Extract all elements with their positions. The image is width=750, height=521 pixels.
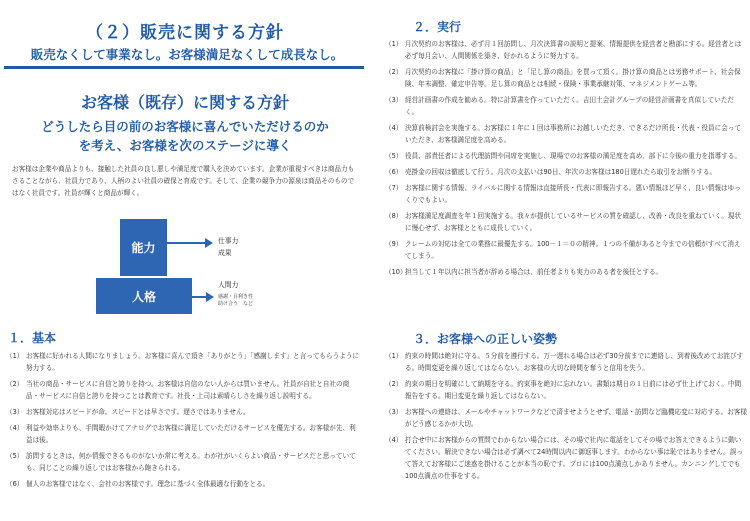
basic-list <box>6 350 362 494</box>
execution-list <box>385 38 747 282</box>
character-detail-1: 人間力 <box>218 281 239 289</box>
list-item: （3） お客様への連絡は、メールやチャットワークなどで済ませようとせず、電話・訪問など臨機応変に対応する。お客様がどう感じるかが大切。 <box>385 408 748 428</box>
intro-paragraph: お客様は企業や商品よりも、接触した社員の良し悪しや満足度で購入を決めています。企業が重視すべきは商品力もさることながら、社員力であり、人柄のよい社員の確保と育成です。そして、企業の競争力の源泉は商品そのものではなく社員です。社員が輝くと商品が輝く。 <box>12 165 355 197</box>
list-item: （3） 経営計画書の作成を勧める。特に計算書を作っていただく。吉田土会計グループの経営計画書を真似していただく。 <box>385 96 735 116</box>
ability-box <box>120 219 167 276</box>
ability-detail-1: 仕事力 <box>218 237 239 245</box>
arrow-right-icon <box>192 296 208 298</box>
list-item: （6） 個人のお客様ではなく、会社のお客様です。理念に基づく全体最適な行動をとる。 <box>6 480 270 488</box>
customer-policy-subheading-1: どうしたら目の前のお客様に喜んでいただけるのか <box>41 119 329 134</box>
character-detail-3: 助け合う など <box>218 301 254 307</box>
list-item: （2） 月次契約のお客様に「掛け算の商品」と「足し算の商品」を買って頂く。掛け算の商品とは労務サポート、社会保険、年末調整、確定申告等。足し算の商品とは相続・保険・事業承継対策、マネジメントゲーム等。 <box>385 68 741 88</box>
list-item: （4） 決算前検討会を実施する。お客様に１年に１回は事務所にお越しいただき、できるだけ所長・代表・役員に会っていただき、お客様満足度を高める。 <box>385 124 742 144</box>
character-label: 人格 <box>131 289 156 304</box>
list-item: （2） 約束の期日を明確にして納期を守る。約束事を絶対に忘れない。書類は期日の１日前には必ず仕上げておく。中間報告をする。期日変更を繰り返してはならない。 <box>385 380 742 400</box>
sales-policy-subtitle: 販売なくして事業なし。お客様満足なくして成長なし。 <box>30 47 344 62</box>
list-item: （10） 担当して１年以内に担当者が辞める場合は、前任者よりも実力のある者を後任とする。 <box>385 268 663 276</box>
list-item: （6） 売掛金の回収は徹底して行う。月次の支払いは90日、年次のお客様は180日遅れたら取引をお断りする。 <box>385 168 717 176</box>
section-basic-title: １．基本 <box>8 331 57 345</box>
ability-detail-2: 成果 <box>218 249 232 257</box>
customer-policy-title: お客様（既存）に関する方針 <box>80 93 289 112</box>
ability-label: 能力 <box>131 241 156 255</box>
section-correct-attitude-title: ３．お客様への正しい姿勢 <box>413 332 558 346</box>
list-item: （2） 当社の商品・サービスに自信と誇りを持つ。お客様は自信のない人からは買いません。社員が自社と自社の商品・サービスに自信と誇りを持つことは教育です。社長・上司は素晴らしさを繰り返し説明する。 <box>6 380 350 400</box>
sales-policy-title: （２）販売に関する方針 <box>86 23 284 43</box>
character-detail-2: 感謝・目利き性 <box>218 294 254 300</box>
list-item: （4） 打合せ中にお客様からの質問でわからない場合には、その場で社内に電話をしてその場でお答えできるように動いてください。解決できない場合は必ず調べて24時間以内に御返事します。わからない事は恥ではありません。誤って答えてお客様にご迷惑を掛けることが本当の恥です。プロには100点満点しかありません。カンニングしてでも100点満点の仕事をする。 <box>385 436 743 480</box>
list-item: （1） お客様に好かれる人間になりましょう。お客様に喜んで頂き「ありがとう」「感謝します」と言ってもらうように努力する。 <box>6 352 359 372</box>
attitude-list <box>385 350 747 486</box>
list-item: （9） クレームの対応は全ての業務に最優先する。100－１＝０の精神。１つの不備があると今までの信頼がすべて消えてしまう。 <box>385 240 741 260</box>
customer-policy-subheading-2: を考え、お客様を次のステージに導く <box>78 138 292 153</box>
list-item: （8） お客様満足度調査を年１回実施する。我々が提供しているサービスの質を確認し、改善・改良を重ねていく。現状に慢心せず、お客様とともに成長していく。 <box>385 212 741 232</box>
arrow-right-icon <box>167 242 207 244</box>
list-item: （1） 約束の時間は絶対に守る。５分前を遵行する。万一遅れる場合は必ず30分前までに連絡し、到着後改めてお詫びする。時間変更を繰り返してはならない。お客様の大切な時間を奪うと信用を失う。 <box>385 352 744 372</box>
character-box <box>96 278 192 314</box>
list-item: （7） お客様に関する情報、ライバルに関する情報は直接所長・代表に即報告する。悪い情報ほど早く、良い情報はゆっくりでもよい。 <box>385 184 741 204</box>
list-item: （5） 役員、部責任者による代理訪問や同席を実施し、現場でのお客様の満足度を高め、部下に今後の重力を指導する。 <box>385 152 742 160</box>
section-execution-title: ２．実行 <box>413 20 462 34</box>
divider <box>4 66 364 69</box>
list-item: （3） お客様対応はスピードが命。スピードとは早さです。遅さではありません。 <box>6 408 250 416</box>
list-item: （5） 訪問するときは、何か情報できるものがないか常に考える。わが社がいくらよい商品・サービスだと思っていても、同じことの繰り返しではお客様から飽きられる。 <box>6 452 356 472</box>
list-item: （1） 月次契約のお客様は、必ず月１回訪問し、月次決算書の説明と提案、情報提供を経営者と勘部にする。経営者とは必ず毎月会い、人間関係を築き、好かれるように努力する。 <box>385 40 742 60</box>
list-item: （4） 利益や効率よりも、手間暇かけてアナログでお客様に満足していただけるサービスを優先する。お客様が先、利益は後。 <box>6 424 356 444</box>
